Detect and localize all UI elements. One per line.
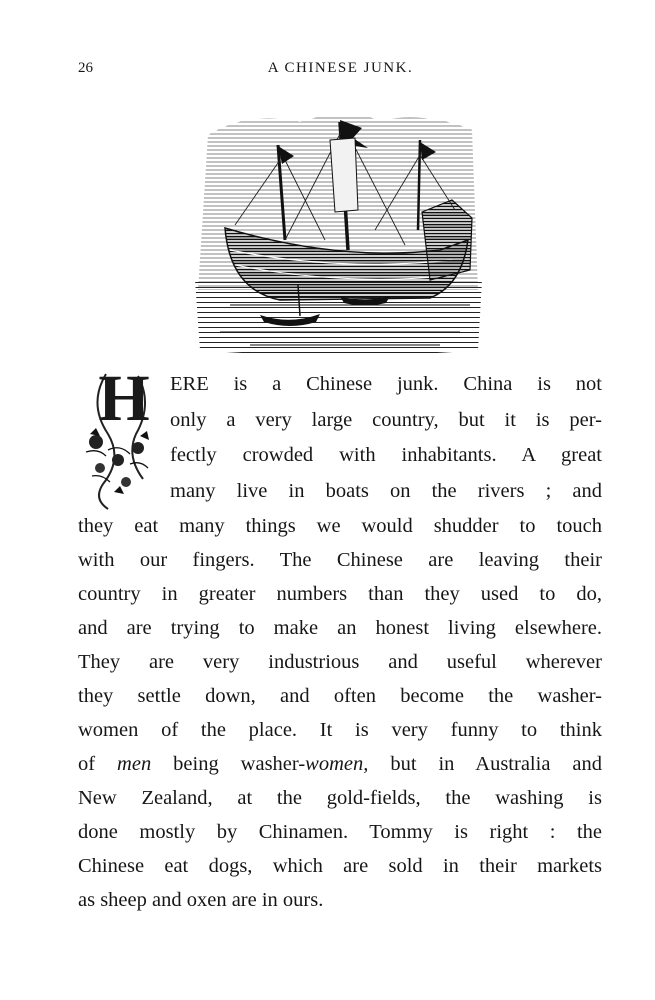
text-line: country in greater numbers than they used to do,	[78, 583, 602, 605]
text-line: Chinese eat dogs, which are sold in their markets	[78, 855, 602, 877]
ornamental-drop-cap	[78, 364, 164, 514]
text-fragment: being washer-	[151, 753, 306, 775]
text-line: ERE is a Chinese junk. China is not	[170, 373, 602, 395]
chinese-junk-illustration	[190, 100, 485, 362]
text-line: fectly crowded with inhabitants. A great	[170, 444, 602, 466]
text-line: done mostly by Chinamen. Tommy is right : the	[78, 821, 602, 843]
text-line: they eat many things we would shudder to touch	[78, 515, 602, 537]
text-line	[78, 751, 602, 777]
text-line: they settle down, and often become the washer-	[78, 685, 602, 707]
text-line: as sheep and oxen are in ours.	[78, 889, 324, 911]
text-line: New Zealand, at the gold-fields, the washing is	[78, 787, 602, 809]
page-number: 26	[78, 60, 93, 76]
running-head	[78, 60, 603, 84]
text-line: many live in boats on the rivers ; and	[170, 480, 602, 502]
drop-cap-letter: H	[98, 362, 150, 435]
running-title: A CHINESE JUNK.	[267, 60, 414, 76]
italic-word: women,	[305, 753, 369, 775]
text-line: and are trying to make an honest living elsewhere.	[78, 617, 602, 639]
text-line: with our fingers. The Chinese are leaving their	[78, 549, 602, 571]
text-fragment: of	[78, 753, 118, 775]
text-line: They are very industrious and useful wherever	[78, 651, 602, 673]
text-line: only a very large country, but it is per-	[170, 409, 602, 431]
text-fragment: but in Australia and	[368, 753, 602, 775]
italic-word: men	[117, 753, 152, 775]
text-line: women of the place. It is very funny to think	[78, 719, 602, 741]
